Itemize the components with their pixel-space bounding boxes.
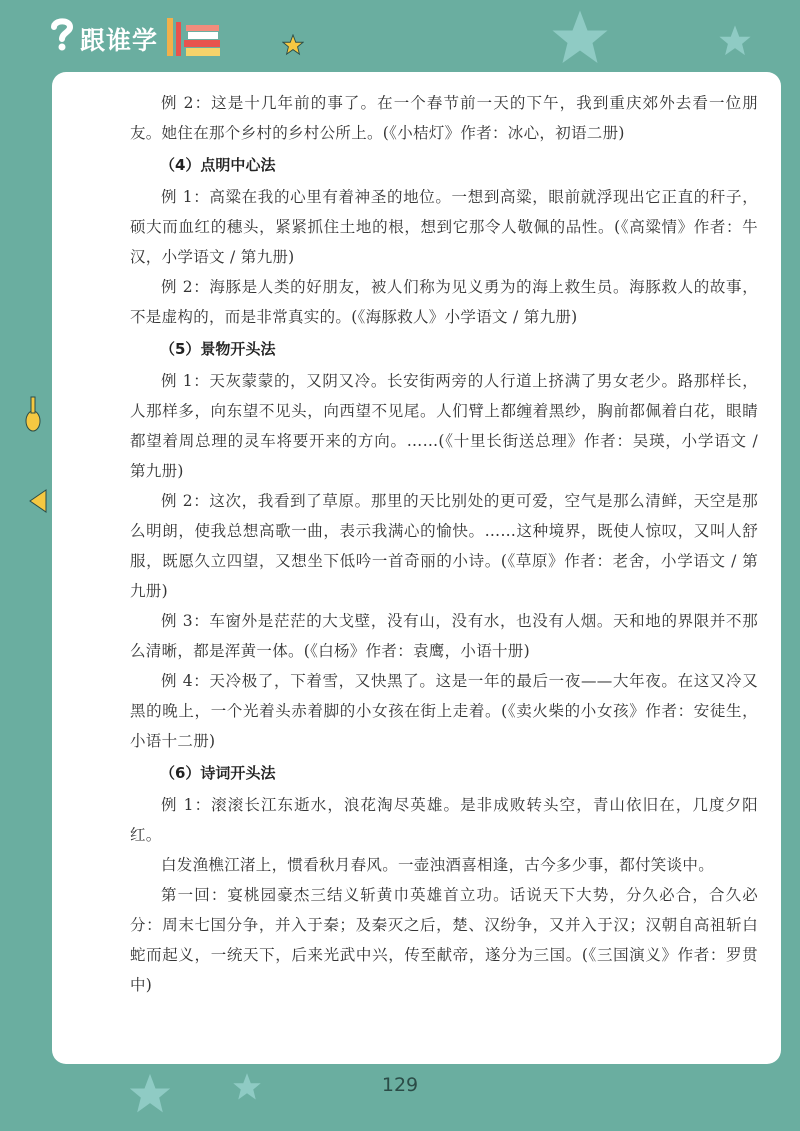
- section-heading: （6）诗词开头法: [160, 764, 276, 782]
- books-icon: [165, 14, 223, 58]
- page-number: 129: [381, 1074, 419, 1096]
- paragraph: 例 1：高粱在我的心里有着神圣的地位。一想到高粱，眼前就浮现出它正直的秆子，硕大而血红的穗头，紧紧抓住土地的根，想到它那令人敬佩的品性。(《高粱情》作者：牛汉，小学语文 / 第九册): [130, 188, 758, 266]
- brand-logo-text: 跟谁学: [80, 26, 159, 55]
- paragraph: 例 2：这是十几年前的事了。在一个春节前一天的下午，我到重庆郊外去看一位朋友。她住在那个乡村的乡村公所上。(《小桔灯》作者：冰心，初语二册): [130, 94, 758, 142]
- page-header: [0, 0, 800, 75]
- star-icon: [550, 8, 610, 68]
- paragraph: 例 1：滚滚长江东逝水，浪花淘尽英雄。是非成败转头空，青山依旧在，几度夕阳红。: [130, 796, 758, 844]
- star-icon: [718, 24, 752, 58]
- paragraph: 例 2：这次，我看到了草原。那里的天比别处的更可爱，空气是那么清鲜，天空是那么明朗，使我总想高歌一曲，表示我满心的愉快。……这种境界，既使人惊叹，又叫人舒服，既愿久立四望，又想坐下低吟一首奇丽的小诗。(《草原》作者：老舍，小学语文 / 第九册): [130, 492, 758, 600]
- document-page: [52, 72, 781, 1064]
- paragraph: 例 1：天灰蒙蒙的，又阴又冷。长安街两旁的人行道上挤满了男女老少。路那样长，人那样多，向东望不见头，向西望不见尾。人们臂上都缠着黑纱，胸前都佩着白花，眼睛都望着周总理的灵车将要开来的方向。……(《十里长街送总理》作者：吴瑛，小学语文 / 第九册): [130, 372, 758, 480]
- star-icon: [282, 34, 304, 56]
- pen-nib-icon: [22, 395, 44, 435]
- paragraph: 白发渔樵江渚上，惯看秋月春风。一壶浊酒喜相逢，古今多少事，都付笑谈中。: [161, 856, 715, 874]
- paragraph: 第一回：宴桃园豪杰三结义斩黄巾英雄首立功。话说天下大势，分久必合，合久必分：周末七国分争，并入于秦；及秦灭之后，楚、汉纷争，又并入于汉；汉朝自高祖斩白蛇而起义，一统天下，后来光武中兴，传至献帝，遂分为三国。(《三国演义》作者：罗贯中): [130, 886, 758, 994]
- paragraph: 例 2：海豚是人类的好朋友，被人们称为见义勇为的海上救生员。海豚救人的故事，不是虚构的，而是非常真实的。(《海豚救人》小学语文 / 第九册): [130, 278, 758, 326]
- paragraph: 例 4：天冷极了，下着雪，又快黑了。这是一年的最后一夜——大年夜。在这又冷又黑的晚上，一个光着头赤着脚的小女孩在街上走着。(《卖火柴的小女孩》作者：安徒生，小语十二册): [130, 672, 758, 750]
- section-heading: （4）点明中心法: [160, 156, 276, 174]
- section-heading: （5）景物开头法: [160, 340, 276, 358]
- paragraph: 例 3：车窗外是茫茫的大戈壁，没有山，没有水，也没有人烟。天和地的界限并不那么清晰，都是浑黄一体。(《白杨》作者：袁鹰，小语十册): [130, 612, 758, 660]
- triangle-arrow-icon: [28, 488, 48, 514]
- document-body: [130, 88, 758, 1000]
- question-mark-icon: [48, 16, 76, 52]
